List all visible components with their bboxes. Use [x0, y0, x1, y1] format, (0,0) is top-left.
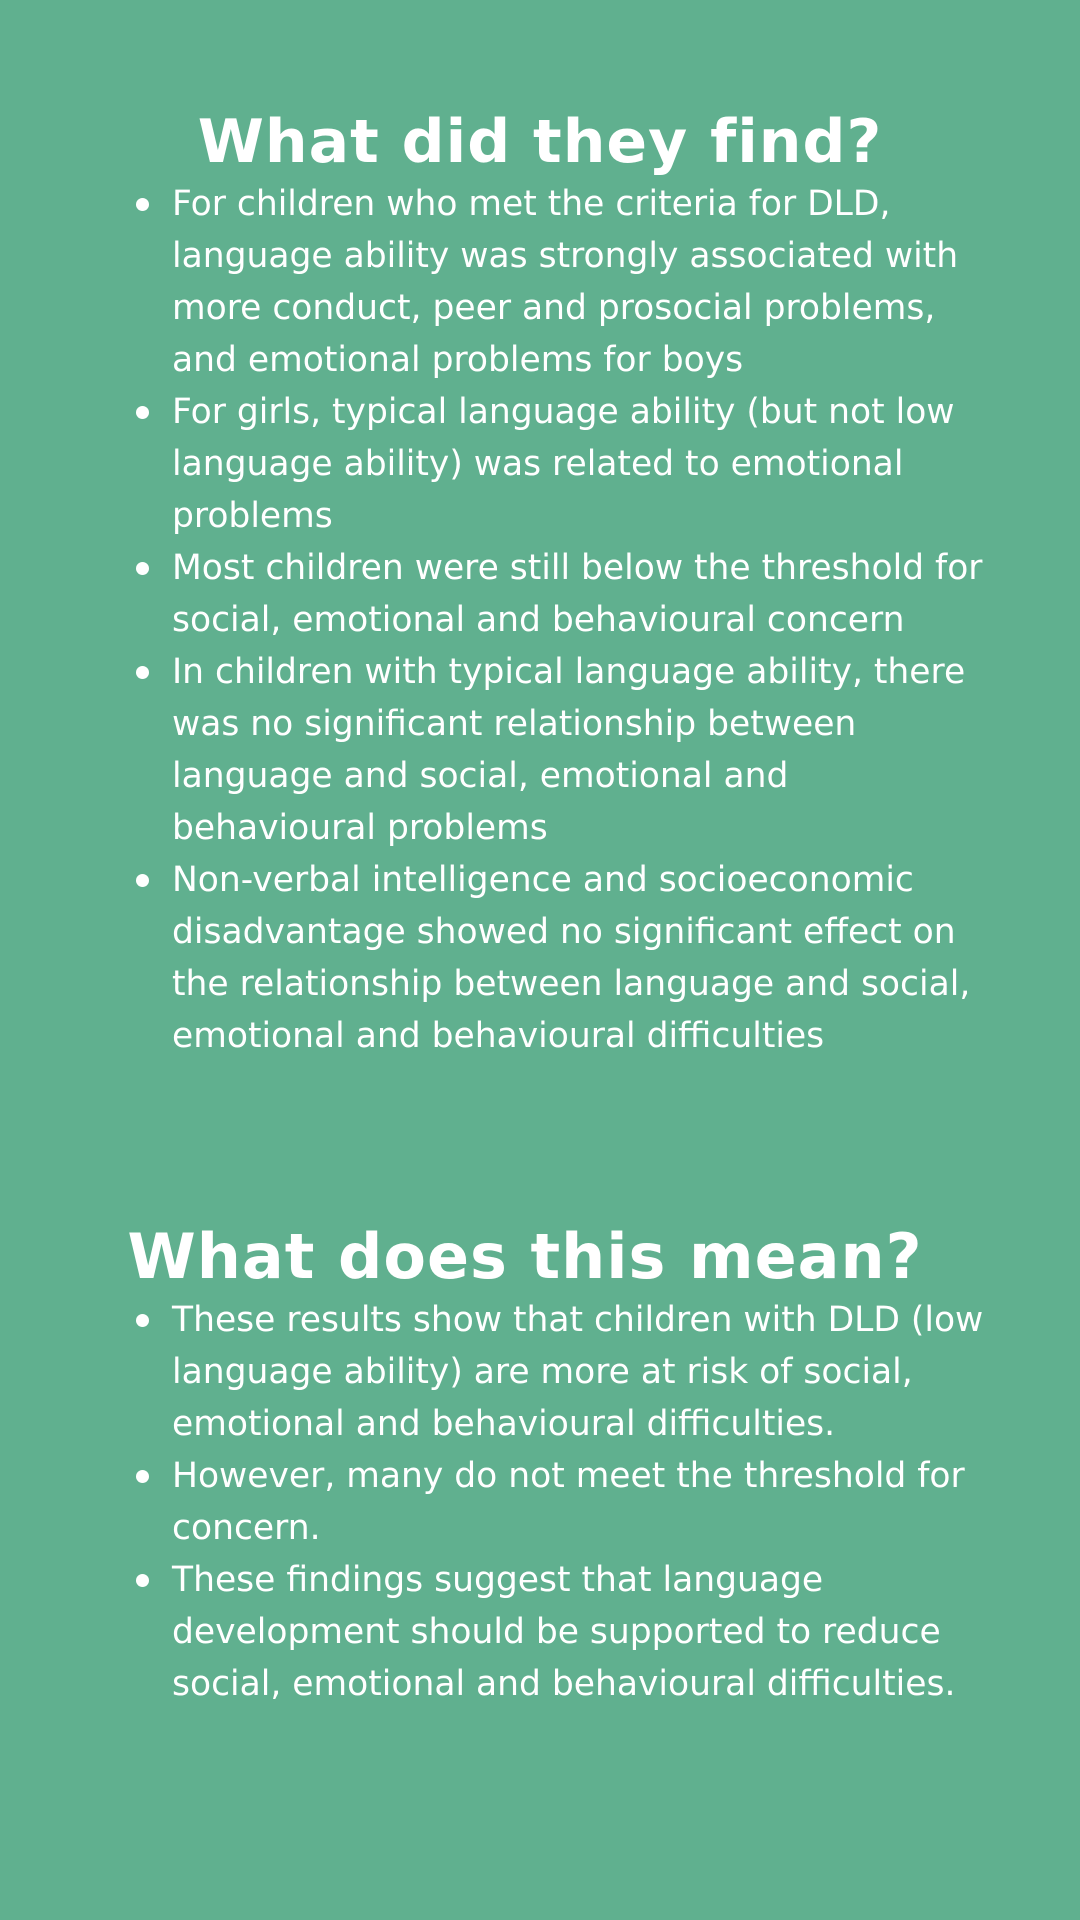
list-item: [130, 646, 990, 854]
list-item-text: For girls, typical language ability (but not low language ability) was related to emotional problems: [172, 392, 955, 536]
list-item: [130, 1554, 990, 1710]
list-item-text: For children who met the criteria for DLD, language ability was strongly associated with more conduct, peer and prosocial problems, and emotional problems for boys: [172, 184, 959, 380]
list-item-text: These findings suggest that language development should be supported to reduce social, emotional and behavioural difficulties.: [172, 1560, 956, 1704]
list-item-text: Most children were still below the threshold for social, emotional and behavioural concern: [172, 548, 983, 640]
list-item: [130, 542, 990, 646]
bullet-icon: [136, 1574, 149, 1587]
list-item: [130, 178, 990, 386]
list-item-text: In children with typical language ability, there was no significant relationship between language and social, emotional and behavioural problems: [172, 652, 966, 848]
list-item: [130, 386, 990, 542]
list-item: [130, 854, 990, 1062]
list-item-text: These results show that children with DLD (low language ability) are more at risk of social, emotional and behavioural difficulties.: [172, 1300, 984, 1444]
list-item-text: However, many do not meet the threshold for concern.: [172, 1456, 965, 1548]
list-item: [130, 1294, 990, 1450]
bullet-icon: [136, 874, 149, 887]
bullet-icon: [136, 666, 149, 679]
bullet-icon: [136, 198, 149, 211]
bullet-icon: [136, 406, 149, 419]
list-item-text: Non-verbal intelligence and socioeconomic disadvantage showed no significant effect on the relationship between language and social, emotional and behavioural difficulties: [172, 860, 971, 1056]
section-heading-findings: What did they find?: [197, 107, 883, 177]
bullet-icon: [136, 1314, 149, 1327]
bullet-icon: [136, 1470, 149, 1483]
findings-list: [130, 178, 990, 1062]
meaning-list: [130, 1294, 990, 1710]
list-item: [130, 1450, 990, 1554]
bullet-icon: [136, 562, 149, 575]
section-heading-meaning: What does this mean?: [127, 1220, 923, 1293]
